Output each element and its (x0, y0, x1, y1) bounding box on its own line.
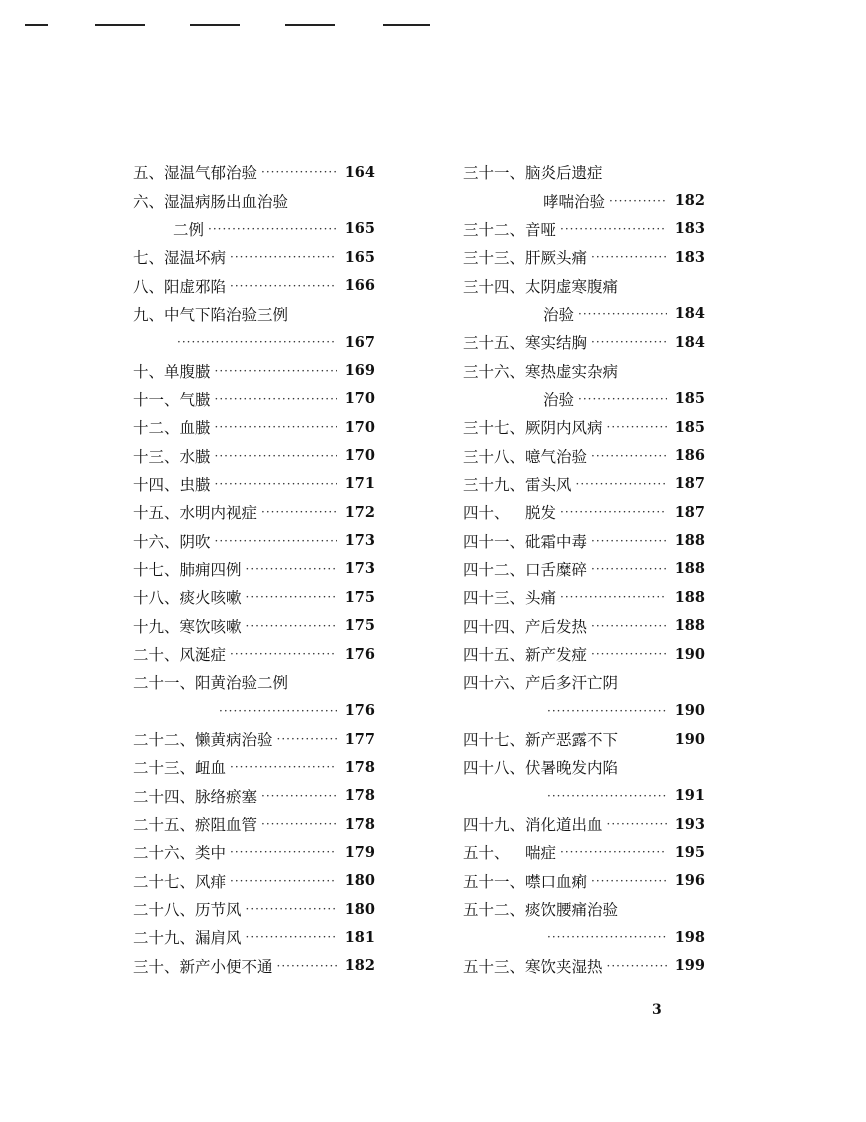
entry-page: 175 (344, 617, 375, 635)
leader-dots (230, 845, 337, 859)
entry-page: 177 (344, 730, 375, 748)
entry-page: 190 (674, 702, 705, 720)
toc-entry (463, 838, 705, 866)
entry-page: 185 (674, 390, 705, 408)
entry-title: 脑炎后遗症 (525, 164, 603, 183)
toc-entry (133, 356, 375, 384)
entry-title: 瘀阻血管 (195, 816, 258, 835)
leader-dots (607, 817, 667, 831)
entry-page: 187 (674, 503, 705, 521)
leader-dots (230, 647, 337, 661)
entry-number: 三十二、 (463, 220, 526, 239)
entry-page: 176 (344, 645, 375, 663)
header-rule (25, 24, 48, 26)
entry-title: 二例 (173, 220, 205, 239)
toc-entry (133, 583, 375, 611)
leader-dots (246, 930, 337, 944)
entry-number: 二十六、 (133, 844, 196, 863)
header-rule (95, 24, 145, 26)
entry-page: 165 (344, 248, 375, 266)
entry-title: 懒黄病治验 (195, 731, 273, 750)
entry-number: 四十二、 (463, 560, 526, 579)
toc-entry (133, 215, 375, 243)
entry-page: 165 (344, 220, 375, 238)
entry-number: 四十七、 (463, 731, 526, 750)
entry-title: 哮喘治验 (543, 192, 606, 211)
entry-page: 182 (344, 957, 375, 975)
toc-entry (463, 328, 705, 356)
entry-page: 193 (674, 815, 705, 833)
entry-title: 厥阴内风病 (525, 419, 603, 438)
entry-page: 172 (344, 503, 375, 521)
leader-dots (215, 534, 337, 548)
toc-entry (133, 385, 375, 413)
leader-dots (591, 449, 667, 463)
toc-entry (463, 952, 705, 980)
leader-dots (230, 250, 337, 264)
entry-number: 六、 (133, 192, 165, 211)
entry-number: 五十、 (463, 844, 510, 863)
toc-entry (463, 640, 705, 668)
header-rule (383, 24, 430, 26)
toc-entry (133, 952, 375, 980)
entry-number: 四十六、 (463, 674, 526, 693)
entry-title: 中气下陷治验三例 (164, 305, 289, 324)
entry-number: 三十三、 (463, 249, 526, 268)
entry-page: 196 (674, 872, 705, 890)
entry-title: 新产恶露不下 (525, 731, 619, 750)
toc-entry (133, 895, 375, 923)
entry-page: 180 (344, 872, 375, 890)
leader-dots (560, 222, 667, 236)
entry-title: 脱发 (509, 504, 557, 523)
leader-dots (177, 335, 337, 349)
entry-page: 188 (674, 588, 705, 606)
leader-dots (230, 874, 337, 888)
entry-number: 三十一、 (463, 164, 526, 183)
leader-dots (277, 732, 337, 746)
header-rule (190, 24, 240, 26)
entry-number: 五十三、 (463, 957, 526, 976)
entry-title: 衄血 (195, 759, 227, 778)
entry-title: 痰火咳嗽 (179, 589, 242, 608)
entry-page: 181 (344, 928, 375, 946)
entry-page: 176 (344, 702, 375, 720)
toc-entry (463, 725, 705, 753)
toc-entry (463, 385, 705, 413)
toc-entry (463, 867, 705, 895)
toc-entry (133, 867, 375, 895)
entry-page: 178 (344, 758, 375, 776)
toc-entry (133, 158, 375, 186)
entry-page: 185 (674, 418, 705, 436)
leader-dots (607, 959, 667, 973)
toc-entry (463, 555, 705, 583)
entry-title: 产后多汗亡阴 (525, 674, 619, 693)
entry-page: 188 (674, 617, 705, 635)
leader-dots (208, 222, 337, 236)
entry-title: 治验 (543, 390, 575, 409)
toc-entry (133, 498, 375, 526)
leader-dots (591, 562, 667, 576)
entry-number: 十八、 (133, 589, 180, 608)
entry-page: 167 (344, 333, 375, 351)
entry-page: 175 (344, 588, 375, 606)
toc-entry (133, 725, 375, 753)
entry-page: 191 (674, 787, 705, 805)
toc-entry (463, 413, 705, 441)
entry-page: 183 (674, 248, 705, 266)
toc-entry (463, 753, 705, 781)
entry-number: 十五、 (133, 504, 180, 523)
entry-title: 痰饮腰痛治验 (525, 901, 619, 920)
entry-title: 寒饮夹湿热 (525, 957, 603, 976)
leader-dots (219, 704, 337, 718)
entry-number: 二十四、 (133, 787, 196, 806)
entry-title: 头痛 (525, 589, 557, 608)
leader-dots (215, 364, 337, 378)
toc-entry (463, 810, 705, 838)
leader-dots (591, 534, 667, 548)
entry-number: 九、 (133, 305, 165, 324)
entry-title: 单腹臌 (164, 362, 211, 381)
leader-dots (591, 335, 667, 349)
entry-title: 水明内视症 (179, 504, 258, 523)
entry-title: 雷头风 (525, 475, 572, 494)
toc-entry (133, 271, 375, 299)
entry-number: 十、 (133, 362, 165, 381)
toc-entry (133, 923, 375, 951)
entry-number: 三十七、 (463, 419, 526, 438)
leader-dots (215, 420, 337, 434)
entry-number: 三十八、 (463, 447, 526, 466)
toc-entry (463, 526, 705, 554)
entry-title: 音哑 (525, 220, 557, 239)
page-number: 3 (652, 1002, 662, 1018)
toc-entry (133, 441, 375, 469)
leader-dots (261, 789, 337, 803)
leader-dots (246, 590, 337, 604)
entry-number: 二十八、 (133, 901, 196, 920)
entry-number: 四十一、 (463, 532, 526, 551)
entry-page: 180 (344, 900, 375, 918)
toc-entry (133, 470, 375, 498)
toc-entry (133, 555, 375, 583)
entry-page: 190 (674, 645, 705, 663)
toc-entry (133, 640, 375, 668)
entry-page: 184 (674, 305, 705, 323)
entry-title: 阴吹 (179, 532, 211, 551)
entry-number: 五十一、 (463, 872, 526, 891)
toc-entry (463, 697, 705, 725)
leader-dots (578, 392, 667, 406)
toc-entry (463, 782, 705, 810)
entry-page: 169 (344, 362, 375, 380)
leader-dots (560, 505, 667, 519)
leader-dots (230, 279, 337, 293)
entry-title: 脉络瘀塞 (195, 787, 258, 806)
entry-number: 十七、 (133, 560, 180, 579)
entry-page: 183 (674, 220, 705, 238)
entry-number: 十一、 (133, 390, 180, 409)
entry-page: 173 (344, 532, 375, 550)
entry-title: 虫臌 (179, 475, 211, 494)
leader-dots (215, 449, 337, 463)
toc-entry (463, 668, 705, 696)
entry-title: 产后发热 (525, 617, 588, 636)
toc-entry (463, 158, 705, 186)
toc-entry (463, 895, 705, 923)
toc-entry (463, 612, 705, 640)
toc-entry (133, 697, 375, 725)
entry-page: 198 (674, 928, 705, 946)
entry-title: 湿温坏病 (164, 249, 227, 268)
entry-number: 三十九、 (463, 475, 526, 494)
toc-entry (463, 923, 705, 951)
entry-page: 199 (674, 957, 705, 975)
toc-entry (463, 498, 705, 526)
entry-title: 消化道出血 (525, 816, 603, 835)
entry-page: 188 (674, 532, 705, 550)
entry-page: 184 (674, 333, 705, 351)
entry-number: 三十、 (133, 957, 180, 976)
entry-page: 178 (344, 787, 375, 805)
leader-dots (215, 477, 337, 491)
entry-number: 十三、 (133, 447, 180, 466)
entry-title: 风痱 (195, 872, 227, 891)
leader-dots (591, 647, 667, 661)
entry-title: 新产小便不通 (179, 957, 273, 976)
leader-dots (261, 505, 337, 519)
leader-dots (609, 194, 667, 208)
toc-entry (133, 186, 375, 214)
entry-number: 三十四、 (463, 277, 526, 296)
entry-page: 170 (344, 390, 375, 408)
leader-dots (246, 902, 337, 916)
entry-title: 湿温病肠出血治验 (164, 192, 289, 211)
entry-number: 五、 (133, 164, 165, 183)
entry-title: 肺痈四例 (179, 560, 242, 579)
entry-page: 166 (344, 277, 375, 295)
leader-dots (261, 165, 337, 179)
entry-page: 173 (344, 560, 375, 578)
toc-entry (463, 583, 705, 611)
entry-title: 类中 (195, 844, 227, 863)
toc-entry (133, 753, 375, 781)
entry-title: 太阴虚寒腹痛 (525, 277, 619, 296)
toc-entry (133, 668, 375, 696)
entry-number: 八、 (133, 277, 165, 296)
entry-title: 喘症 (509, 844, 557, 863)
entry-number: 七、 (133, 249, 165, 268)
entry-number: 三十六、 (463, 362, 526, 381)
entry-title: 寒热虚实杂病 (525, 362, 619, 381)
leader-dots (246, 562, 337, 576)
entry-number: 四十五、 (463, 646, 526, 665)
entry-page: 190 (674, 730, 705, 748)
entry-number: 十二、 (133, 419, 180, 438)
entry-number: 十六、 (133, 532, 180, 551)
leader-dots (576, 477, 667, 491)
leader-dots (261, 817, 337, 831)
leader-dots (215, 392, 337, 406)
toc-right-column (463, 158, 705, 980)
entry-title: 阳黄治验二例 (195, 674, 289, 693)
entry-title: 水臌 (179, 447, 211, 466)
toc-entry (133, 612, 375, 640)
entry-title: 历节风 (195, 901, 242, 920)
entry-page: 187 (674, 475, 705, 493)
entry-page: 182 (674, 192, 705, 210)
entry-title: 湿温气郁治验 (164, 164, 258, 183)
entry-title: 伏暑晚发内陷 (525, 759, 619, 778)
entry-number: 二十九、 (133, 929, 196, 948)
entry-title: 新产发痖 (525, 646, 588, 665)
entry-number: 十四、 (133, 475, 180, 494)
toc-entry (133, 526, 375, 554)
leader-dots (277, 959, 337, 973)
toc-entry (463, 271, 705, 299)
toc-entry (463, 356, 705, 384)
leader-dots (547, 704, 667, 718)
toc-entry (133, 782, 375, 810)
entry-title: 治验 (543, 305, 575, 324)
leader-dots (591, 250, 667, 264)
entry-title: 寒饮咳嗽 (179, 617, 242, 636)
entry-number: 二十七、 (133, 872, 196, 891)
entry-number: 四十四、 (463, 617, 526, 636)
entry-number: 四十三、 (463, 589, 526, 608)
entry-number: 二十五、 (133, 816, 196, 835)
leader-dots (560, 590, 667, 604)
entry-number: 二十、 (133, 646, 180, 665)
entry-page: 195 (674, 843, 705, 861)
leader-dots (230, 760, 337, 774)
entry-title: 噤口血痢 (525, 872, 588, 891)
entry-page: 170 (344, 418, 375, 436)
leader-dots (547, 789, 667, 803)
leader-dots (246, 619, 337, 633)
leader-dots (591, 874, 667, 888)
toc-entry (463, 186, 705, 214)
toc-entry (463, 243, 705, 271)
toc-entry (133, 243, 375, 271)
entry-title: 砒霜中毒 (525, 532, 588, 551)
entry-page: 171 (344, 475, 375, 493)
header-rule (285, 24, 335, 26)
entry-title: 噫气治验 (525, 447, 588, 466)
toc-entry (463, 470, 705, 498)
entry-title: 血臌 (179, 419, 211, 438)
toc-entry (133, 413, 375, 441)
entry-number: 四十九、 (463, 816, 526, 835)
leader-dots (591, 619, 667, 633)
entry-number: 二十一、 (133, 674, 196, 693)
entry-title: 风涎症 (179, 646, 227, 665)
entry-title: 肝厥头痛 (525, 249, 588, 268)
entry-page: 186 (674, 447, 705, 465)
entry-page: 179 (344, 843, 375, 861)
leader-dots (607, 420, 667, 434)
toc-entry (133, 838, 375, 866)
leader-dots (578, 307, 667, 321)
entry-number: 二十三、 (133, 759, 196, 778)
toc-entry (463, 300, 705, 328)
entry-page: 178 (344, 815, 375, 833)
toc-left-column (133, 158, 375, 980)
entry-number: 五十二、 (463, 901, 526, 920)
entry-number: 四十、 (463, 504, 510, 523)
entry-title: 寒实结胸 (525, 334, 588, 353)
toc-entry (463, 441, 705, 469)
toc-entry (463, 215, 705, 243)
entry-number: 三十五、 (463, 334, 526, 353)
entry-number: 四十八、 (463, 759, 526, 778)
leader-dots (560, 845, 667, 859)
entry-page: 164 (344, 163, 375, 181)
entry-title: 漏肩风 (195, 929, 242, 948)
entry-page: 188 (674, 560, 705, 578)
entry-title: 口舌糜碎 (525, 560, 588, 579)
toc-entry (133, 810, 375, 838)
entry-number: 二十二、 (133, 731, 196, 750)
entry-page: 170 (344, 447, 375, 465)
toc-entry (133, 328, 375, 356)
entry-title: 阳虚邪陷 (164, 277, 227, 296)
toc-entry (133, 300, 375, 328)
entry-title: 气臌 (179, 390, 211, 409)
entry-number: 十九、 (133, 617, 180, 636)
leader-dots (547, 930, 667, 944)
